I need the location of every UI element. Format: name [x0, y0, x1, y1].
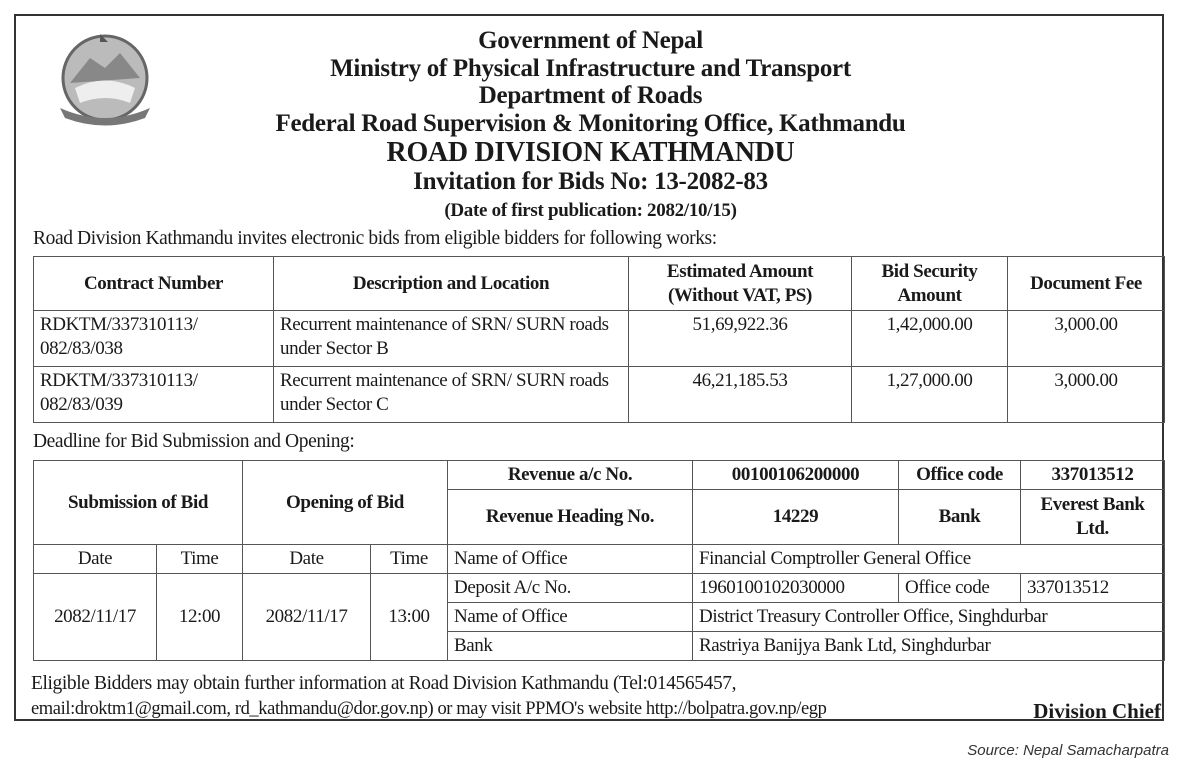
ministry-title: Ministry of Physical Infrastructure and Transport: [330, 55, 851, 82]
bid-security: 1,42,000.00: [852, 311, 1008, 367]
bank-name: Everest Bank Ltd.: [1021, 490, 1165, 545]
office-code-2-label: Office code: [899, 574, 1021, 603]
header-fee: Document Fee: [1008, 257, 1165, 311]
office-code: 337013512: [1021, 461, 1165, 490]
source-credit: Source: Nepal Samacharpatra: [967, 742, 1169, 759]
description: Recurrent maintenance of SRN/ SURN roads under Sector C: [274, 367, 629, 423]
name-office-label: Name of Office: [448, 545, 693, 574]
revenue-ac: 00100106200000: [693, 461, 899, 490]
works-table: [33, 256, 1165, 423]
opening-date: 2082/11/17: [243, 574, 371, 661]
opening-time-header: Time: [371, 545, 448, 574]
deposit-label: Deposit A/c No.: [448, 574, 693, 603]
name-office-2-label: Name of Office: [448, 603, 693, 632]
table-header-row: [34, 257, 1165, 311]
header-description: Description and Location: [274, 257, 629, 311]
footer-line-2: email:droktm1@gmail.com, rd_kathmandu@dor.gov.np) or may visit PPMO's website http://bolpatra.gov.np/egp: [31, 699, 827, 719]
submission-date: 2082/11/17: [34, 574, 157, 661]
signatory: Division Chief: [1033, 699, 1161, 723]
table-row: [34, 311, 1165, 367]
document-fee: 3,000.00: [1008, 367, 1165, 423]
header-contract: Contract Number: [34, 257, 274, 311]
government-title: Government of Nepal: [478, 27, 703, 54]
deadline-table: [33, 460, 1165, 661]
bank-2-label: Bank: [448, 632, 693, 661]
bank-2: Rastriya Banijya Bank Ltd, Singhdurbar: [693, 632, 1165, 661]
name-office-1: Financial Comptroller General Office: [693, 545, 1165, 574]
office-code-2: 337013512: [1021, 574, 1165, 603]
contract-number: RDKTM/337310113/ 082/83/039: [34, 367, 274, 423]
intro-text: Road Division Kathmandu invites electronic bids from eligible bidders for following works:: [33, 228, 717, 249]
submission-time-header: Time: [157, 545, 243, 574]
footer-line-1: Eligible Bidders may obtain further information at Road Division Kathmandu (Tel:014565457,: [31, 673, 737, 694]
document-fee: 3,000.00: [1008, 311, 1165, 367]
department-title: Department of Roads: [478, 82, 703, 109]
revenue-heading-label: Revenue Heading No.: [448, 490, 693, 545]
revenue-ac-label: Revenue a/c No.: [448, 461, 693, 490]
ifb-number: Invitation for Bids No: 13-2082-83: [413, 168, 768, 195]
submission-date-header: Date: [34, 545, 157, 574]
contract-number: RDKTM/337310113/ 082/83/038: [34, 311, 274, 367]
estimated-amount: 46,21,185.53: [629, 367, 852, 423]
submission-time: 12:00: [157, 574, 243, 661]
publication-date: (Date of first publication: 2082/10/15): [444, 200, 737, 221]
description: Recurrent maintenance of SRN/ SURN roads under Sector B: [274, 311, 629, 367]
name-office-2: District Treasury Controller Office, Singhdurbar: [693, 603, 1165, 632]
estimated-amount: 51,69,922.36: [629, 311, 852, 367]
office-code-label: Office code: [899, 461, 1021, 490]
deposit-ac: 1960100102030000: [693, 574, 899, 603]
bid-security: 1,27,000.00: [852, 367, 1008, 423]
opening-header: Opening of Bid: [243, 461, 448, 545]
opening-date-header: Date: [243, 545, 371, 574]
deadline-label: Deadline for Bid Submission and Opening:: [33, 431, 355, 452]
table-row: [34, 367, 1165, 423]
revenue-heading: 14229: [693, 490, 899, 545]
opening-time: 13:00: [371, 574, 448, 661]
division-title: ROAD DIVISION KATHMANDU: [386, 137, 795, 168]
office-title: Federal Road Supervision & Monitoring Office, Kathmandu: [275, 110, 906, 137]
header-security: Bid Security Amount: [852, 257, 1008, 311]
bank-label: Bank: [899, 490, 1021, 545]
submission-header: Submission of Bid: [34, 461, 243, 545]
header-estimate: Estimated Amount (Without VAT, PS): [629, 257, 852, 311]
